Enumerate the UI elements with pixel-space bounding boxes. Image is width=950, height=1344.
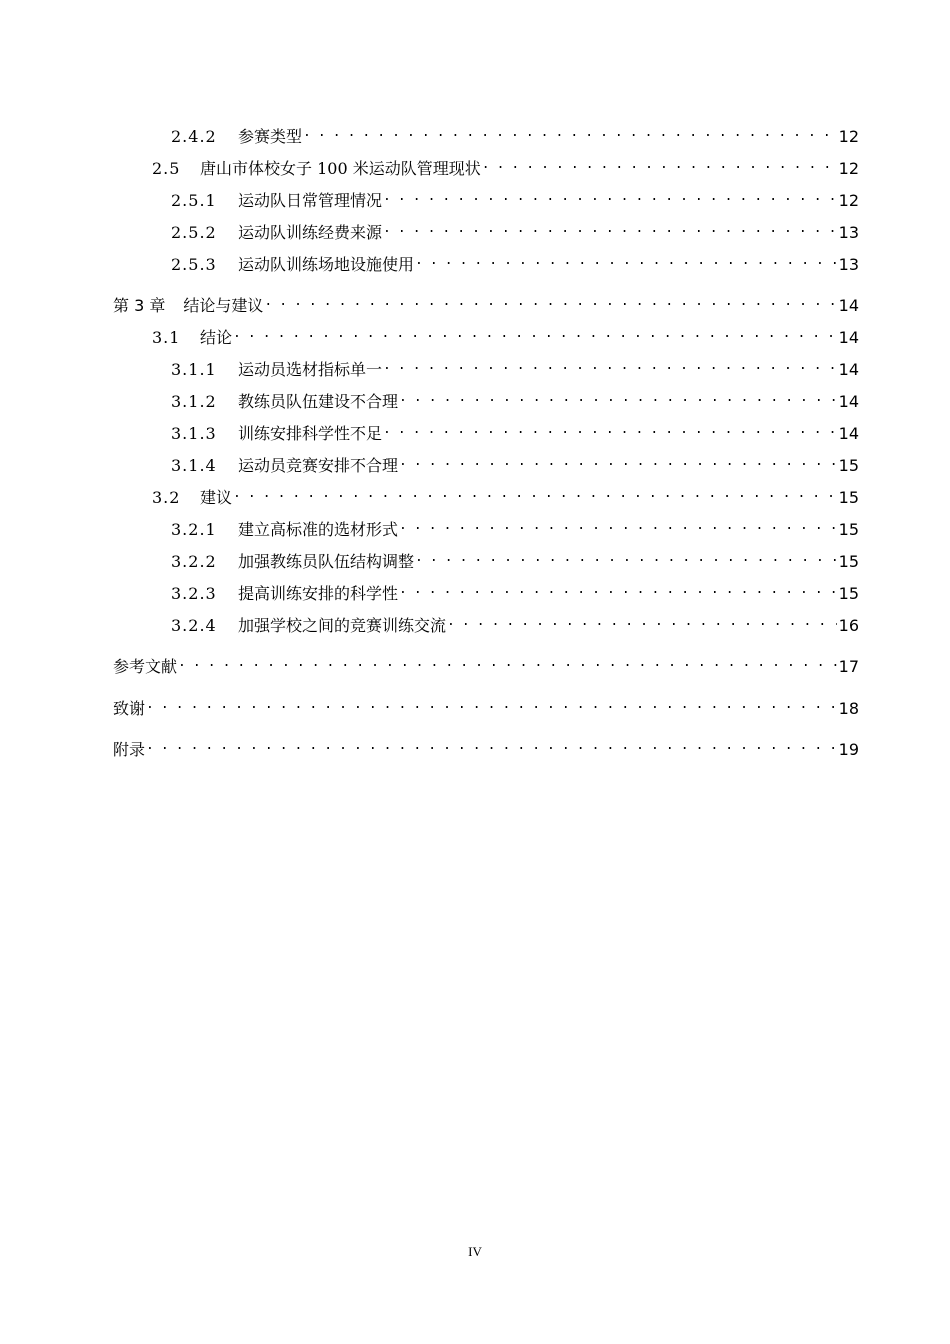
- toc-entry-title: 建立高标准的选材形式: [238, 520, 399, 539]
- toc-entry-title: 参考文献: [113, 657, 178, 676]
- toc-entry-title: 加强学校之间的竞赛训练交流: [238, 616, 447, 635]
- dot-leader: [399, 515, 837, 535]
- dot-leader: [383, 355, 837, 375]
- toc-entry-number: 3.2.3: [171, 584, 217, 603]
- toc-entry-3-1-1[interactable]: [171, 355, 859, 379]
- toc-entry-page: 12: [838, 159, 859, 178]
- dot-leader: [383, 419, 837, 439]
- toc-entry-page: 15: [838, 552, 859, 571]
- toc-entry-page: 16: [838, 616, 859, 635]
- dot-leader: [482, 154, 837, 174]
- toc-entry-2-4-2[interactable]: [171, 122, 859, 146]
- dot-leader: [178, 652, 837, 672]
- toc-entry-page: 18: [838, 699, 859, 718]
- toc-entry-number: 2.5.1: [171, 191, 217, 210]
- toc-entry-chapter-3[interactable]: [113, 291, 859, 315]
- toc-entry-title: 运动员选材指标单一: [238, 360, 383, 379]
- toc-entry-page: 14: [838, 296, 859, 315]
- toc-entry-page: 14: [838, 424, 859, 443]
- toc-entry-title: 教练员队伍建设不合理: [238, 392, 399, 411]
- toc-entry-number: 2.5.2: [171, 223, 217, 242]
- toc-entry-title: 结论: [200, 328, 233, 347]
- toc-entry-2-5-2[interactable]: [171, 218, 859, 242]
- toc-entry-3-2-3[interactable]: [171, 579, 859, 603]
- dot-leader: [415, 250, 837, 270]
- toc-entry-number: 3.1.2: [171, 392, 217, 411]
- toc-entry-page: 17: [838, 657, 859, 676]
- dot-leader: [303, 122, 837, 142]
- toc-entry-page: 15: [838, 584, 859, 603]
- toc-entry-title: 训练安排科学性不足: [238, 424, 383, 443]
- toc-entry-page: 14: [838, 360, 859, 379]
- toc-entry-page: 15: [838, 456, 859, 475]
- toc-entry-page: 15: [838, 520, 859, 539]
- toc-entry-title: 附录: [113, 740, 146, 759]
- toc-entry-page: 13: [838, 223, 859, 242]
- dot-leader: [264, 291, 836, 311]
- dot-leader: [399, 579, 837, 599]
- toc-entry-page: 13: [838, 255, 859, 274]
- toc-entry-number: 3.2.1: [171, 520, 217, 539]
- toc-entry-page: 12: [838, 127, 859, 146]
- toc-entry-number: 3.2.4: [171, 616, 217, 635]
- toc-entry-number: 3.1.4: [171, 456, 217, 475]
- toc-entry-number: 2.5: [152, 159, 181, 178]
- toc-entry-3-1-2[interactable]: [171, 387, 859, 411]
- toc-entry-number: 2.5.3: [171, 255, 217, 274]
- toc-entry-3-2-2[interactable]: [171, 547, 859, 571]
- toc-entry-number: 2.4.2: [171, 127, 217, 146]
- dot-leader: [383, 218, 837, 238]
- toc-entry-title: 加强教练员队伍结构调整: [238, 552, 415, 571]
- toc-entry-page: 15: [838, 488, 859, 507]
- toc-entry-title: 结论与建议: [183, 296, 264, 315]
- toc-entry-2-5[interactable]: [152, 154, 859, 178]
- toc-entry-title: 建议: [200, 488, 233, 507]
- dot-leader: [383, 186, 837, 206]
- toc-entry-title: 提高训练安排的科学性: [238, 584, 399, 603]
- toc-entry-title: 致谢: [113, 699, 146, 718]
- toc-entry-title: 运动队日常管理情况: [238, 191, 383, 210]
- toc-entry-number: 第 3 章: [113, 296, 166, 315]
- page-footer-number: IV: [468, 1244, 482, 1259]
- dot-leader: [233, 483, 837, 503]
- toc-entry-page: 14: [838, 328, 859, 347]
- toc-entry-3-1[interactable]: [152, 323, 859, 347]
- toc-entry-acknowledgements[interactable]: [113, 694, 859, 718]
- toc-entry-number: 3.2.2: [171, 552, 217, 571]
- toc-entry-page: 14: [838, 392, 859, 411]
- dot-leader: [399, 387, 837, 407]
- toc-entry-number: 3.1.1: [171, 360, 217, 379]
- toc-entry-title: 运动队训练经费来源: [238, 223, 383, 242]
- toc-entry-3-2[interactable]: [152, 483, 859, 507]
- toc-entry-references[interactable]: [113, 652, 859, 676]
- toc-entry-number: 3.2: [152, 488, 181, 507]
- dot-leader: [146, 735, 837, 755]
- toc-entry-appendix[interactable]: [113, 735, 859, 759]
- dot-leader: [415, 547, 837, 567]
- dot-leader: [146, 694, 837, 714]
- toc-entry-3-1-4[interactable]: [171, 451, 859, 475]
- toc-entry-title: 运动队训练场地设施使用: [238, 255, 415, 274]
- toc-entry-title: 唐山市体校女子 100 米运动队管理现状: [200, 159, 481, 178]
- dot-leader: [233, 323, 837, 343]
- toc-entry-number: 3.1: [152, 328, 181, 347]
- toc-entry-3-2-1[interactable]: [171, 515, 859, 539]
- toc-entry-title: 参赛类型: [238, 127, 303, 146]
- toc-entry-2-5-1[interactable]: [171, 186, 859, 210]
- toc-entry-title: 运动员竞赛安排不合理: [238, 456, 399, 475]
- toc-entry-page: 19: [838, 740, 859, 759]
- toc-entry-2-5-3[interactable]: [171, 250, 859, 274]
- toc-entry-3-2-4[interactable]: [171, 611, 859, 635]
- dot-leader: [447, 611, 837, 631]
- toc-entry-number: 3.1.3: [171, 424, 217, 443]
- dot-leader: [399, 451, 837, 471]
- toc-entry-page: 12: [838, 191, 859, 210]
- toc-entry-3-1-3[interactable]: [171, 419, 859, 443]
